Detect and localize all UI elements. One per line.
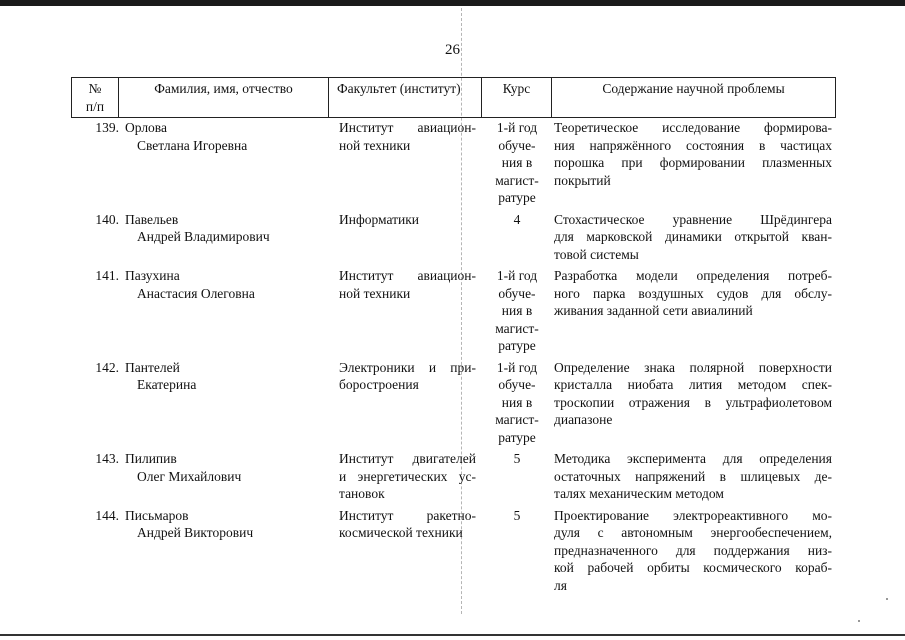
scan-bottom-border [0, 634, 905, 636]
scan-speck [886, 598, 888, 600]
row-number: 141. [95, 268, 119, 283]
cell-line: магист- [495, 320, 539, 336]
cell-line: тановок [339, 486, 385, 501]
scan-top-border [0, 0, 905, 6]
header-problem: Содержание научной проблемы [552, 77, 836, 118]
cell-line: обуче- [498, 137, 536, 153]
cell-line: Институт ракетно- [339, 507, 476, 523]
cell-line: космической техники [339, 525, 463, 540]
cell-line: 1-й год [496, 268, 538, 283]
scan-speck [858, 620, 860, 622]
row-number: 139. [95, 120, 119, 135]
row-number: 143. [95, 451, 119, 466]
course-cell [482, 118, 552, 207]
page-number: 26 [445, 42, 460, 58]
student-name [119, 118, 329, 207]
cell-line: обуче- [498, 377, 536, 392]
student-given-name: Андрей Викторович [137, 525, 254, 540]
cell-line: покрытий [554, 172, 611, 188]
cell-line: ной техники [339, 285, 411, 301]
course-cell [482, 207, 552, 264]
cell-line: ратуре [498, 190, 536, 205]
cell-line: Методика эксперимента для определения [554, 451, 832, 466]
cell-line: ния в [501, 155, 533, 170]
cell-line: Определение знака полярной поверхности [554, 359, 832, 375]
cell-line: 1-й год [496, 120, 538, 135]
cell-line: Институт авиацион- [339, 268, 476, 283]
cell-line: троскопии отражения в ультрафиолетовом [554, 394, 832, 410]
cell-line: товой системы [554, 246, 639, 262]
cell-line: ния в [501, 394, 533, 410]
student-given-name: Светлана Игоревна [137, 137, 248, 153]
cell-line: ной техники [339, 137, 411, 153]
student-name [119, 263, 329, 355]
faculty-cell [329, 207, 482, 264]
cell-line: 4 [513, 211, 521, 227]
cell-line: Институт двигателей [339, 451, 476, 466]
student-surname: Пантелей [125, 359, 180, 375]
cell-line: ния в [501, 303, 533, 318]
student-given-name: Олег Михайлович [137, 468, 242, 484]
problem-cell [552, 503, 836, 595]
course-cell [482, 355, 552, 447]
course-cell [482, 446, 552, 503]
cell-line: магист- [495, 172, 539, 188]
cell-line: 5 [513, 451, 521, 466]
cell-line: 1-й год [496, 359, 538, 375]
student-name [119, 207, 329, 264]
cell-line: Информатики [339, 211, 420, 227]
student-name [119, 446, 329, 503]
row-number: 144. [95, 507, 119, 523]
faculty-cell [329, 446, 482, 503]
student-name [119, 355, 329, 447]
header-num: № п/п [71, 77, 119, 118]
student-given-name: Анастасия Олеговна [137, 285, 255, 301]
header-course: Курс [482, 77, 552, 118]
cell-line: обуче- [498, 285, 536, 301]
student-surname: Орлова [125, 120, 167, 135]
student-name [119, 503, 329, 595]
student-given-name: Екатерина [137, 377, 197, 392]
course-cell [482, 503, 552, 595]
student-surname: Павельев [125, 211, 179, 227]
header-faculty: Факультет (институт) [329, 77, 482, 118]
faculty-cell [329, 503, 482, 595]
cell-line: Электроники и при- [339, 359, 476, 375]
cell-line: 5 [513, 507, 521, 523]
cell-line: ного парка воздушных судов для обслу- [554, 285, 832, 301]
cell-line: Институт авиацион- [339, 120, 476, 135]
cell-line: ния напряжённого состояния в частицах [554, 137, 832, 153]
header-name: Фамилия, имя, отчество [119, 77, 329, 118]
cell-line: Проектирование электрореактивного мо- [554, 507, 832, 523]
cell-line: предназначенного для поддержания низ- [554, 542, 832, 558]
cell-line: кристалла ниобата лития методом спек- [554, 377, 832, 392]
problem-cell [552, 207, 836, 264]
course-cell [482, 263, 552, 355]
problem-cell [552, 118, 836, 207]
problem-cell [552, 446, 836, 503]
cell-line: живания заданной сети авиалиний [554, 303, 753, 318]
cell-line: диапазоне [554, 412, 613, 427]
cell-line: и энергетических ус- [339, 468, 476, 484]
problem-cell [552, 355, 836, 447]
cell-line: Разработка модели определения потреб- [554, 268, 832, 283]
cell-line: дуля с автономным энергообеспечением, [554, 525, 832, 540]
cell-line: ля [554, 577, 567, 593]
cell-line: Теоретическое исследование формирова- [554, 120, 832, 135]
cell-line: боростроения [339, 377, 419, 392]
cell-line: для марковской динамики открытой кван- [554, 229, 832, 244]
cell-line: кой рабочей орбиты космического кораб- [554, 560, 832, 575]
faculty-cell [329, 118, 482, 207]
students-table [71, 77, 836, 594]
cell-line: Стохастическое уравнение Шрёдингера [554, 211, 832, 227]
problem-cell [552, 263, 836, 355]
student-surname: Пилипив [125, 451, 177, 466]
row-number: 140. [95, 211, 119, 227]
cell-line: остаточных напряжений в шлицевых де- [554, 468, 832, 484]
row-number: 142. [95, 359, 119, 375]
cell-line: магист- [495, 412, 539, 427]
cell-line: порошка при формировании плазменных [554, 155, 832, 170]
student-surname: Письмаров [125, 507, 189, 523]
cell-line: талях механическим методом [554, 486, 724, 501]
cell-line: ратуре [498, 338, 536, 353]
student-surname: Пазухина [125, 268, 180, 283]
cell-line: ратуре [498, 429, 536, 445]
faculty-cell [329, 355, 482, 447]
student-given-name: Андрей Владимирович [137, 229, 270, 244]
faculty-cell [329, 263, 482, 355]
